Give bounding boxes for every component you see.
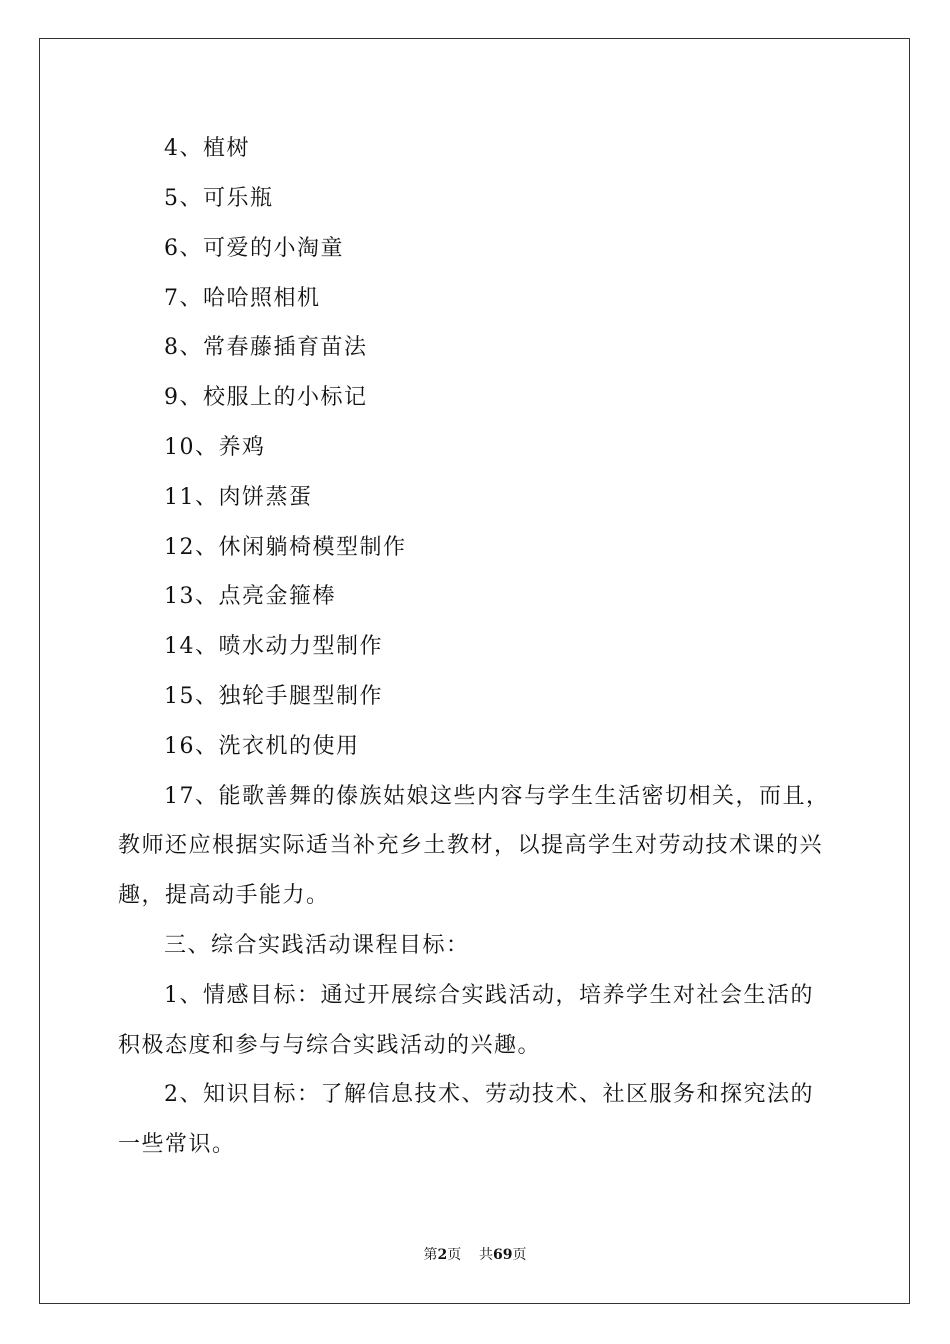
- list-item: 16、洗衣机的使用: [164, 734, 360, 759]
- total-pages-number: 69: [493, 1247, 513, 1263]
- list-item: 5、可乐瓶: [164, 186, 274, 211]
- paragraph-line: 教师还应根据实际适当补充乡土教材，以提高学生对劳动技术课的兴: [118, 833, 824, 858]
- list-item: 12、休闲躺椅模型制作: [164, 535, 407, 560]
- paragraph-line: 17、能歌善舞的傣族姑娘这些内容与学生生活密切相关，而且，: [164, 784, 830, 809]
- footer-mid: 页 共: [447, 1247, 494, 1263]
- list-item: 7、哈哈照相机: [164, 286, 321, 311]
- footer-prefix: 第: [423, 1247, 438, 1263]
- list-item: 6、可爱的小淘童: [164, 236, 344, 261]
- list-item: 14、喷水动力型制作: [164, 634, 383, 659]
- footer-suffix: 页: [512, 1247, 527, 1263]
- list-item: 15、独轮手腿型制作: [164, 684, 383, 709]
- current-page-number: 2: [437, 1247, 448, 1263]
- list-item: 11、肉饼蒸蛋: [164, 485, 313, 510]
- list-item: 8、常春藤插育苗法: [164, 335, 368, 360]
- list-item: 9、校服上的小标记: [164, 385, 368, 410]
- list-item: 13、点亮金箍棒: [164, 584, 336, 609]
- paragraph-line: 2、知识目标：了解信息技术、劳动技术、社区服务和探究法的: [164, 1082, 814, 1107]
- paragraph-line: 1、情感目标：通过开展综合实践活动，培养学生对社会生活的: [164, 983, 814, 1008]
- list-item: 10、养鸡: [164, 435, 266, 460]
- paragraph-line: 积极态度和参与与综合实践活动的兴趣。: [118, 1033, 542, 1058]
- page-footer: [0, 1245, 950, 1265]
- list-item: 4、植树: [164, 136, 250, 161]
- section-heading: 三、综合实践活动课程目标：: [164, 933, 470, 958]
- paragraph-line: 趣，提高动手能力。: [118, 883, 330, 908]
- paragraph-line: 一些常识。: [118, 1132, 236, 1157]
- page-border: [39, 38, 910, 1304]
